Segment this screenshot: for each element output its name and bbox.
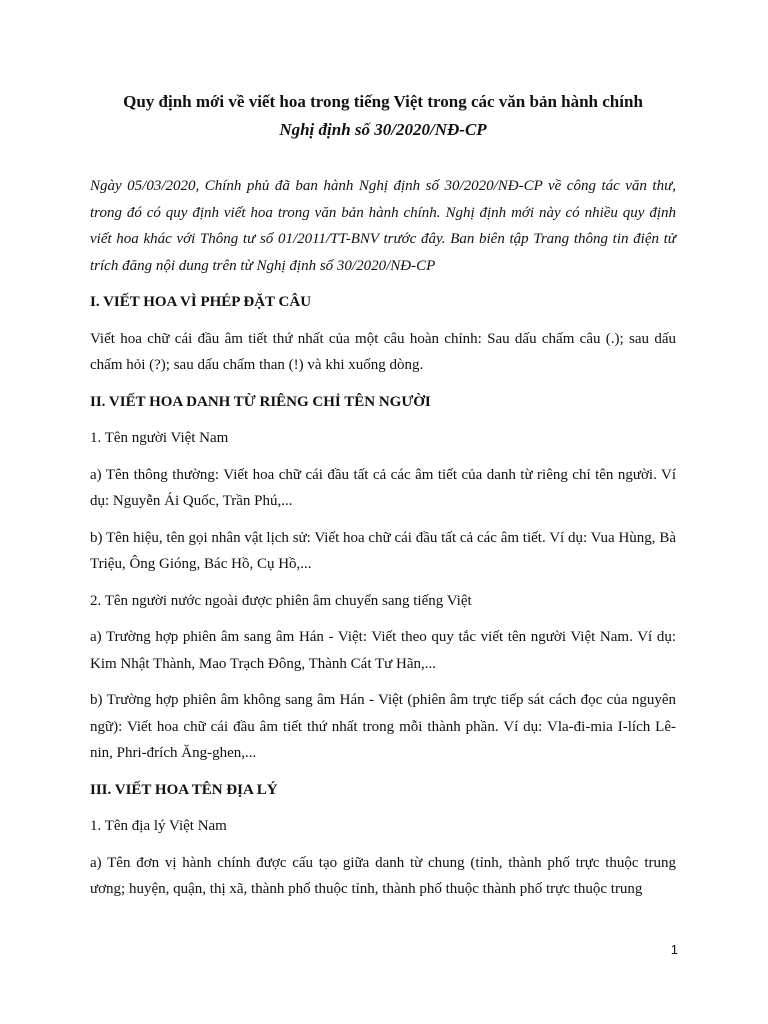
section-heading-1: I. VIẾT HOA VÌ PHÉP ĐẶT CÂU [90,294,312,310]
paragraph: a) Trường hợp phiên âm sang âm Hán - Việt: Viết theo quy tắc viết tên người Việt Nam. Ví dụ: Kim Nhật Thành, Mao Trạch Đông, Thành Cát Tư Hãn,... [90,629,676,672]
subsection-heading: 1. Tên người Việt Nam [90,430,229,446]
paragraph: Viết hoa chữ cái đầu âm tiết thứ nhất của một câu hoàn chỉnh: Sau dấu chấm câu (.); sau dấu chấm hỏi (?); sau dấu chấm than (!) và khi xuống dòng. [90,330,676,373]
section-heading-3: III. VIẾT HOA TÊN ĐỊA LÝ [90,781,278,798]
document-page [90,88,676,913]
section-heading-2: II. VIẾT HOA DANH TỪ RIÊNG CHỈ TÊN NGƯỜI [90,393,431,410]
paragraph: a) Tên thông thường: Viết hoa chữ cái đầu tất cả các âm tiết của danh từ riêng chỉ tên người. Ví dụ: Nguyễn Ái Quốc, Trần Phú,... [90,466,676,509]
paragraph: b) Tên hiệu, tên gọi nhân vật lịch sử: Viết hoa chữ cái đầu tất cả các âm tiết. Ví dụ: Vua Hùng, Bà Triệu, Ông Gióng, Bác Hồ, Cụ Hồ,... [90,529,676,572]
subsection-heading: 2. Tên người nước ngoài được phiên âm chuyển sang tiếng Việt [90,592,472,609]
page-number: 1 [670,942,678,957]
paragraph: a) Tên đơn vị hành chính được cấu tạo giữa danh từ chung (tỉnh, thành phố trực thuộc trung ương; huyện, quận, thị xã, thành phố thuộc tỉnh, thành phố thuộc thành phố trực thuộc trung [90,854,676,897]
intro-paragraph: Ngày 05/03/2020, Chính phủ đã ban hành Nghị định số 30/2020/NĐ-CP về công tác văn thư, trong đó có quy định viết hoa trong văn bản hành chính. Nghị định mới này có nhiều quy định viết hoa khác với Thông tư số 01/2011/TT-BNV trước đây. Ban biên tập Trang thông tin điện tử trích đăng nội dung trên từ Nghị định số 30/2020/NĐ-CP [90,178,676,274]
subsection-heading: 1. Tên địa lý Việt Nam [90,818,227,834]
document-subtitle: Nghị định số 30/2020/NĐ-CP [279,120,487,139]
paragraph: b) Trường hợp phiên âm không sang âm Hán - Việt (phiên âm trực tiếp sát cách đọc của nguyên ngữ): Viết hoa chữ cái đầu âm tiết thứ nhất trong mỗi thành phần. Ví dụ: Vla-đi-mia I-lích Lê-nin, Phri-đrích Ăng-ghen,... [90,692,676,761]
document-title: Quy định mới về viết hoa trong tiếng Việt trong các văn bản hành chính [123,92,643,111]
